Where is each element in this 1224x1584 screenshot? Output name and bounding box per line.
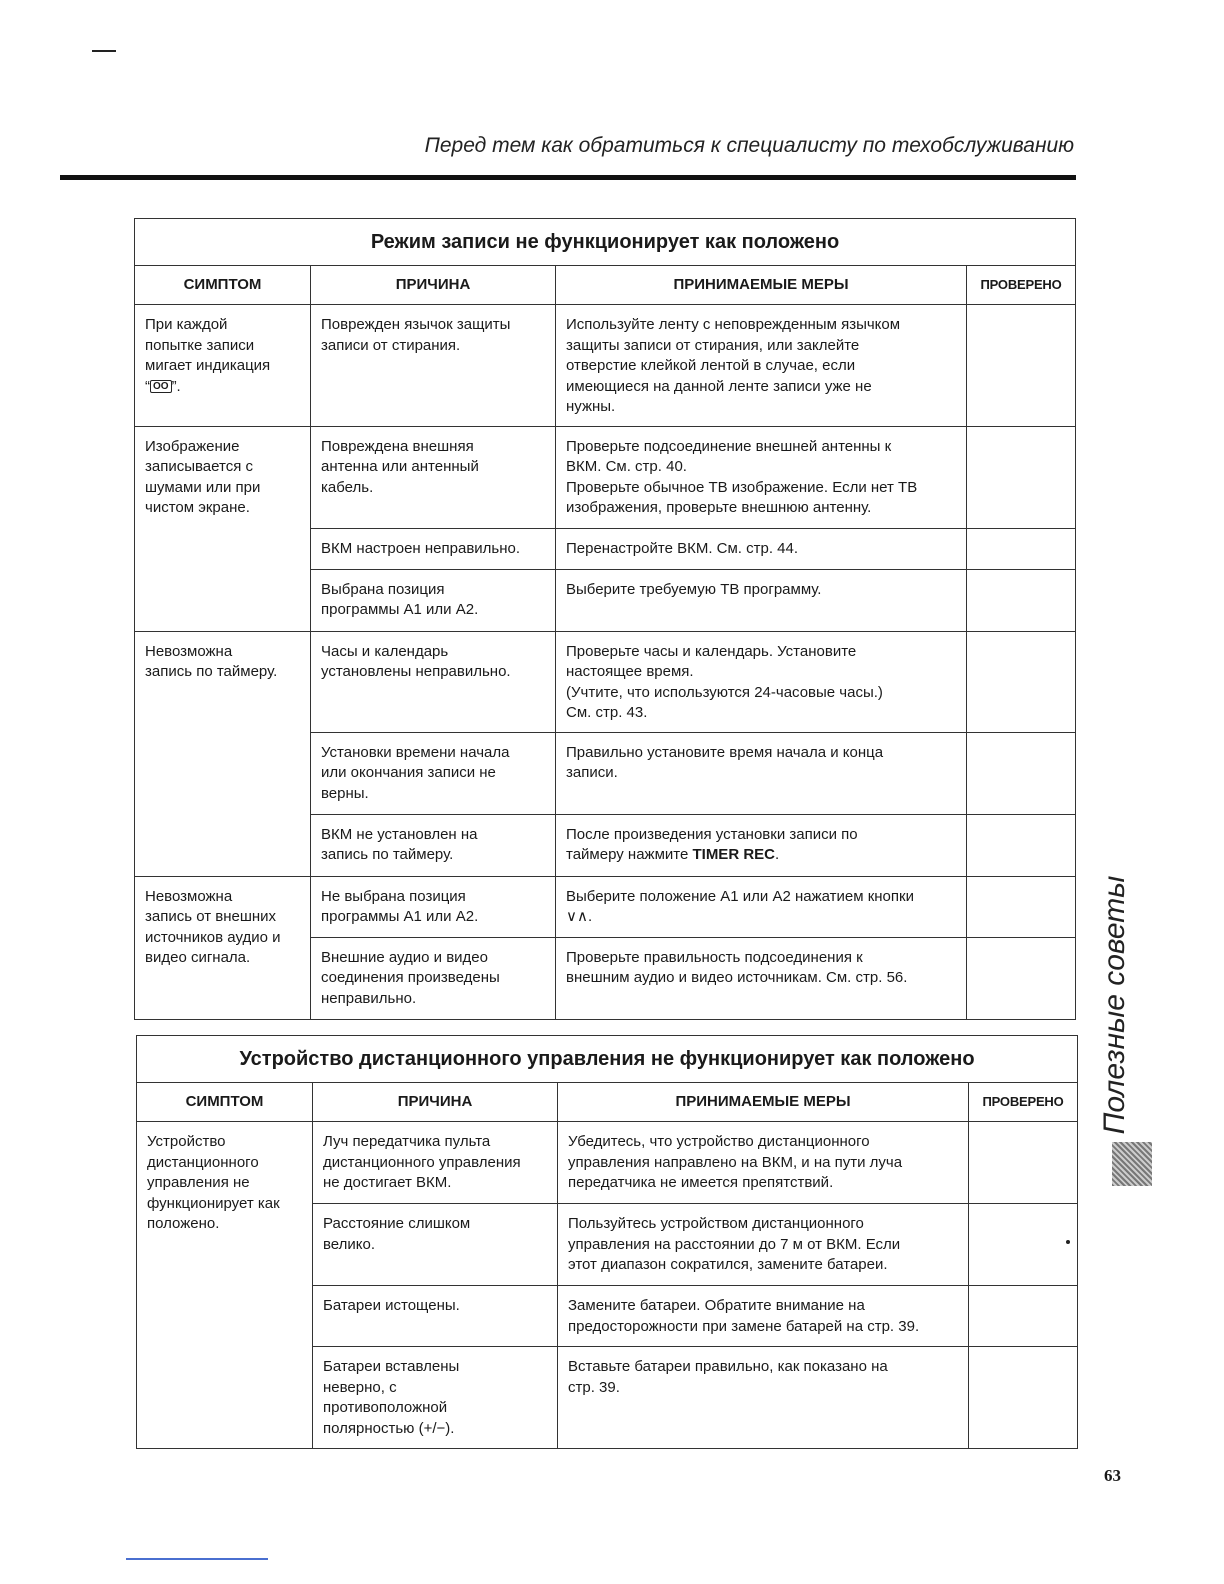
corner-mark	[92, 50, 116, 52]
column-header-cause: ПРИЧИНА	[313, 1083, 558, 1122]
cause-cell: ВКМ не установлен на запись по таймеру.	[311, 814, 556, 876]
cause-cell: Установки времени начала или окончания записи не верны.	[311, 732, 556, 814]
symptom-text-end: ”.	[171, 377, 181, 395]
section-side-label	[1090, 870, 1140, 1140]
cause-cell: Не выбрана позиция программы A1 или A2.	[311, 876, 556, 937]
remedy-cell: Пользуйтесь устройством дистанционного управления на расстоянии до 7 м от ВКМ. Если этот диапазон сократился, замените батареи.	[558, 1204, 969, 1286]
symptom-text: При каждой попытке записи мигает индикация “	[145, 316, 271, 395]
remedy-text-end: .	[774, 846, 780, 863]
column-header-cause: ПРИЧИНА	[311, 266, 556, 305]
symptom-cell	[135, 305, 311, 427]
column-header-symptom: СИМПТОМ	[135, 266, 311, 305]
remedy-cell: Вставьте батареи правильно, как показано на стр. 39.	[558, 1347, 969, 1449]
checked-cell	[967, 631, 1076, 732]
symptom-cell: Устройство дистанционного управления не функционирует как положено.	[137, 1122, 313, 1449]
column-header-remedy: ПРИНИМАЕМЫЕ МЕРЫ	[558, 1083, 969, 1122]
cause-cell: Расстояние слишком велико.	[313, 1204, 558, 1286]
remedy-text-end: .	[587, 908, 593, 925]
page-number: 63	[1104, 1466, 1121, 1485]
table-row	[135, 305, 1076, 427]
checked-cell	[967, 569, 1076, 631]
checked-cell	[967, 426, 1076, 528]
checked-cell	[967, 937, 1076, 1019]
symptom-cell: Изображение записывается с шумами или при чистом экране.	[135, 426, 311, 631]
checked-cell	[967, 305, 1076, 427]
remedy-cell: Проверьте подсоединение внешней антенны к ВКМ. См. стр. 40. Проверьте обычное ТВ изображение. Если нет ТВ изображения, проверьте внешнюю антенну.	[556, 426, 967, 528]
cause-cell: Повреждена внешняя антенна или антенный кабель.	[311, 426, 556, 528]
cause-cell: ВКМ настроен неправильно.	[311, 528, 556, 569]
remedy-cell: Убедитесь, что устройство дистанционного управления направлено на ВКМ, и на пути луча передатчика не имеется препятствий.	[558, 1122, 969, 1204]
remote-control-troubleshooting-table	[136, 1035, 1078, 1449]
column-header-checked: ПРОВЕРЕНО	[969, 1083, 1078, 1122]
cause-cell: Батареи истощены.	[313, 1286, 558, 1347]
page-header-title: Перед тем как обратиться к специалисту по техобслуживанию	[424, 134, 1074, 157]
table-row	[137, 1122, 1078, 1204]
remedy-cell: Перенастройте ВКМ. См. стр. 44.	[556, 528, 967, 569]
remedy-cell: Выберите требуемую ТВ программу.	[556, 569, 967, 631]
checked-cell	[967, 528, 1076, 569]
recording-troubleshooting-table	[134, 218, 1076, 1020]
cause-cell: Выбрана позиция программы A1 или A2.	[311, 569, 556, 631]
checked-cell	[969, 1286, 1078, 1347]
symptom-cell: Невозможна запись по таймеру.	[135, 631, 311, 876]
timer-rec-button-label: TIMER REC	[692, 846, 775, 863]
checked-cell	[969, 1122, 1078, 1204]
remedy-cell: Правильно установите время начала и конца записи.	[556, 732, 967, 814]
scan-speck	[1066, 1240, 1070, 1244]
table-row	[135, 876, 1076, 937]
remedy-text: После произведения установки записи по таймеру нажмите	[566, 825, 858, 863]
column-header-remedy: ПРИНИМАЕМЫЕ МЕРЫ	[556, 266, 967, 305]
section-side-title: Полезные советы	[1098, 875, 1131, 1135]
bottom-rule	[126, 1558, 268, 1560]
column-header-checked: ПРОВЕРЕНО	[967, 266, 1076, 305]
table-title: Устройство дистанционного управления не функционирует как положено	[137, 1036, 1078, 1083]
cassette-icon: OO	[150, 380, 172, 393]
table-row	[135, 426, 1076, 528]
cause-cell: Батареи вставлены неверно, с противоположной полярностью (+/−).	[313, 1347, 558, 1449]
remedy-cell	[556, 876, 967, 937]
column-header-symptom: СИМПТОМ	[137, 1083, 313, 1122]
cause-cell: Внешние аудио и видео соединения произведены неправильно.	[311, 937, 556, 1019]
cause-cell: Луч передатчика пульта дистанционного управления не достигает ВКМ.	[313, 1122, 558, 1204]
table-title: Режим записи не функционирует как положено	[135, 219, 1076, 266]
cause-cell: Поврежден язычок защиты записи от стирания.	[311, 305, 556, 427]
remedy-cell: Проверьте часы и календарь. Установите настоящее время. (Учтите, что используются 24-часовые часы.) См. стр. 43.	[556, 631, 967, 732]
symptom-cell: Невозможна запись от внешних источников аудио и видео сигнала.	[135, 876, 311, 1019]
cause-cell: Часы и календарь установлены неправильно.	[311, 631, 556, 732]
header-rule	[60, 175, 1076, 180]
remedy-cell: Замените батареи. Обратите внимание на предосторожности при замене батарей на стр. 39.	[558, 1286, 969, 1347]
remedy-cell: Используйте ленту с неповрежденным язычком защиты записи от стирания, или заклейте отверстие клейкой лентой в случае, если имеющиеся на данной ленте записи уже не нужны.	[556, 305, 967, 427]
section-marker-block	[1112, 1142, 1152, 1186]
checked-cell	[967, 876, 1076, 937]
channel-arrows-icon: ∨∧	[566, 908, 588, 925]
checked-cell	[967, 732, 1076, 814]
table-row	[135, 631, 1076, 732]
remedy-text: Выберите положение A1 или A2 нажатием кнопки	[566, 887, 914, 905]
remedy-cell	[556, 814, 967, 876]
checked-cell	[969, 1347, 1078, 1449]
checked-cell	[969, 1204, 1078, 1286]
checked-cell	[967, 814, 1076, 876]
remedy-cell: Проверьте правильность подсоединения к внешним аудио и видео источникам. См. стр. 56.	[556, 937, 967, 1019]
